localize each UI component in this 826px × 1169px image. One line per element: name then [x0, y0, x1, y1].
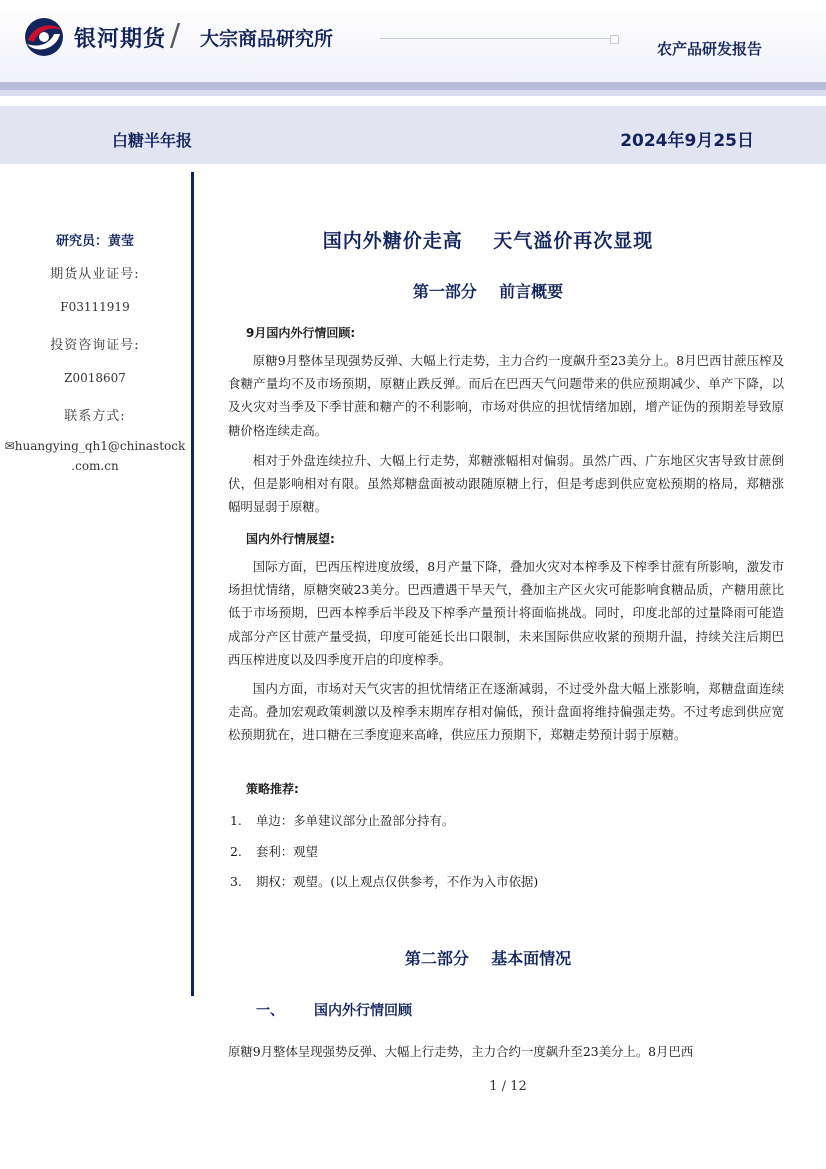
envelope-icon: ✉ — [4, 439, 15, 453]
email-line-2: .com.cn — [71, 459, 119, 473]
strategy-number: 1. — [230, 813, 242, 828]
brand-separator: / — [170, 18, 181, 53]
galaxy-swirl-logo-icon — [22, 16, 66, 58]
license-label: 期货从业证号: — [50, 267, 140, 282]
consult-label: 投资咨询证号: — [50, 338, 140, 353]
header-gap — [0, 96, 826, 106]
strategy-number: 2. — [230, 844, 242, 859]
strategy-heading: 策略推荐: — [246, 782, 299, 796]
header-decor-line — [380, 38, 620, 39]
strategy-item — [230, 872, 538, 890]
document-title: 国内外糖价走高 天气溢价再次显现 — [322, 230, 654, 252]
review-paragraph-1: 原糖9月整体呈现强势反弹、大幅上行走势，主力合约一度飙升至23美分上。8月巴西甘蔗压榨及食糖产量均不及市场预期，原糖止跌反弹。而后在巴西天气问题带来的供应预期减少、单产下降，以及火灾对当季及下季甘蔗和糖产的不利影响，市场对供应的担忧情绪加剧，增产证伪的预期差导致原糖价格连续走高。 — [228, 353, 784, 438]
section-paragraph: 原糖9月整体呈现强势反弹、大幅上行走势，主力合约一度飙升至23美分上。8月巴西 — [228, 1044, 694, 1059]
review-paragraph-2: 相对于外盘连续拉升、大幅上行走势，郑糖涨幅相对偏弱。虽然广西、广东地区灾害导致甘蔗倒伏，但是影响相对有限。虽然郑糖盘面被动跟随原糖上行，但是考虑到供应宽松预期的格局，郑糖涨幅明显弱于原糖。 — [228, 453, 784, 515]
strategy-item — [230, 842, 318, 860]
header-stripe — [0, 82, 826, 90]
subheader-divider — [0, 164, 826, 166]
strategy-number: 3. — [230, 874, 242, 889]
contact-label: 联系方式: — [64, 409, 126, 424]
outlook-paragraph-2: 国内方面，市场对天气灾害的担忧情绪正在逐渐减弱，不过受外盘大幅上涨影响，郑糖盘面连续走高。叠加宏观政策刺激以及榨季末期库存相对偏低，预计盘面将维持偏强走势。不过考虑到供应宽松预期犹在，进口糖在三季度迎来高峰，供应压力预期下，郑糖走势预计弱于原糖。 — [228, 681, 784, 743]
part1-title: 第一部分 前言概要 — [412, 282, 564, 301]
strategy-text: 期权：观望。(以上观点仅供参考，不作为入市依据) — [256, 874, 539, 889]
section-number: 一、 — [256, 1003, 284, 1019]
section-heading — [256, 1000, 412, 1020]
report-name: 白糖半年报 — [112, 131, 193, 150]
header-decor-box — [610, 35, 619, 44]
sidebar-divider — [191, 172, 194, 996]
email-line-1: huangying_qh1@chinastock — [14, 439, 186, 453]
brand-name: 银河期货 — [74, 27, 167, 52]
outlook-paragraph-1: 国际方面，巴西压榨进度放缓，8月产量下降，叠加火灾对本榨季及下榨季甘蔗有所影响，激发市场担忧情绪，原糖突破23美分。巴西遭遇干旱天气，叠加主产区火灾可能影响食糖品质，产糖用蔗比低于市场预期，巴西本榨季后半段及下榨季产量预计将面临挑战。同时，印度北部的过量降雨可能造成部分产区甘蔗产量受损，印度可能延长出口限制，未来国际供应收紧的预期升温，持续关注后期巴西压榨进度以及四季度开启的印度榨季。 — [228, 559, 784, 667]
author-sidebar — [0, 230, 190, 476]
outlook-heading: 国内外行情展望: — [246, 532, 335, 546]
researcher-name: 研究员：黄莹 — [55, 234, 134, 249]
part2-title: 第二部分 基本面情况 — [404, 949, 572, 968]
license-value: F03111919 — [60, 300, 130, 314]
report-date: 2024年9月25日 — [620, 131, 754, 151]
review-heading: 9月国内外行情回顾: — [246, 326, 356, 340]
consult-value: Z0018607 — [64, 371, 126, 385]
page-number: 1 / 12 — [489, 1079, 527, 1094]
strategy-text: 单边：多单建议部分止盈部分持有。 — [256, 813, 455, 828]
strategy-text: 套利：观望 — [256, 844, 318, 859]
institute-name: 大宗商品研究所 — [200, 28, 334, 50]
section-title: 国内外行情回顾 — [314, 1003, 412, 1019]
email-address[interactable] — [0, 436, 190, 476]
report-type: 农产品研发报告 — [656, 40, 762, 58]
strategy-item — [230, 811, 454, 829]
